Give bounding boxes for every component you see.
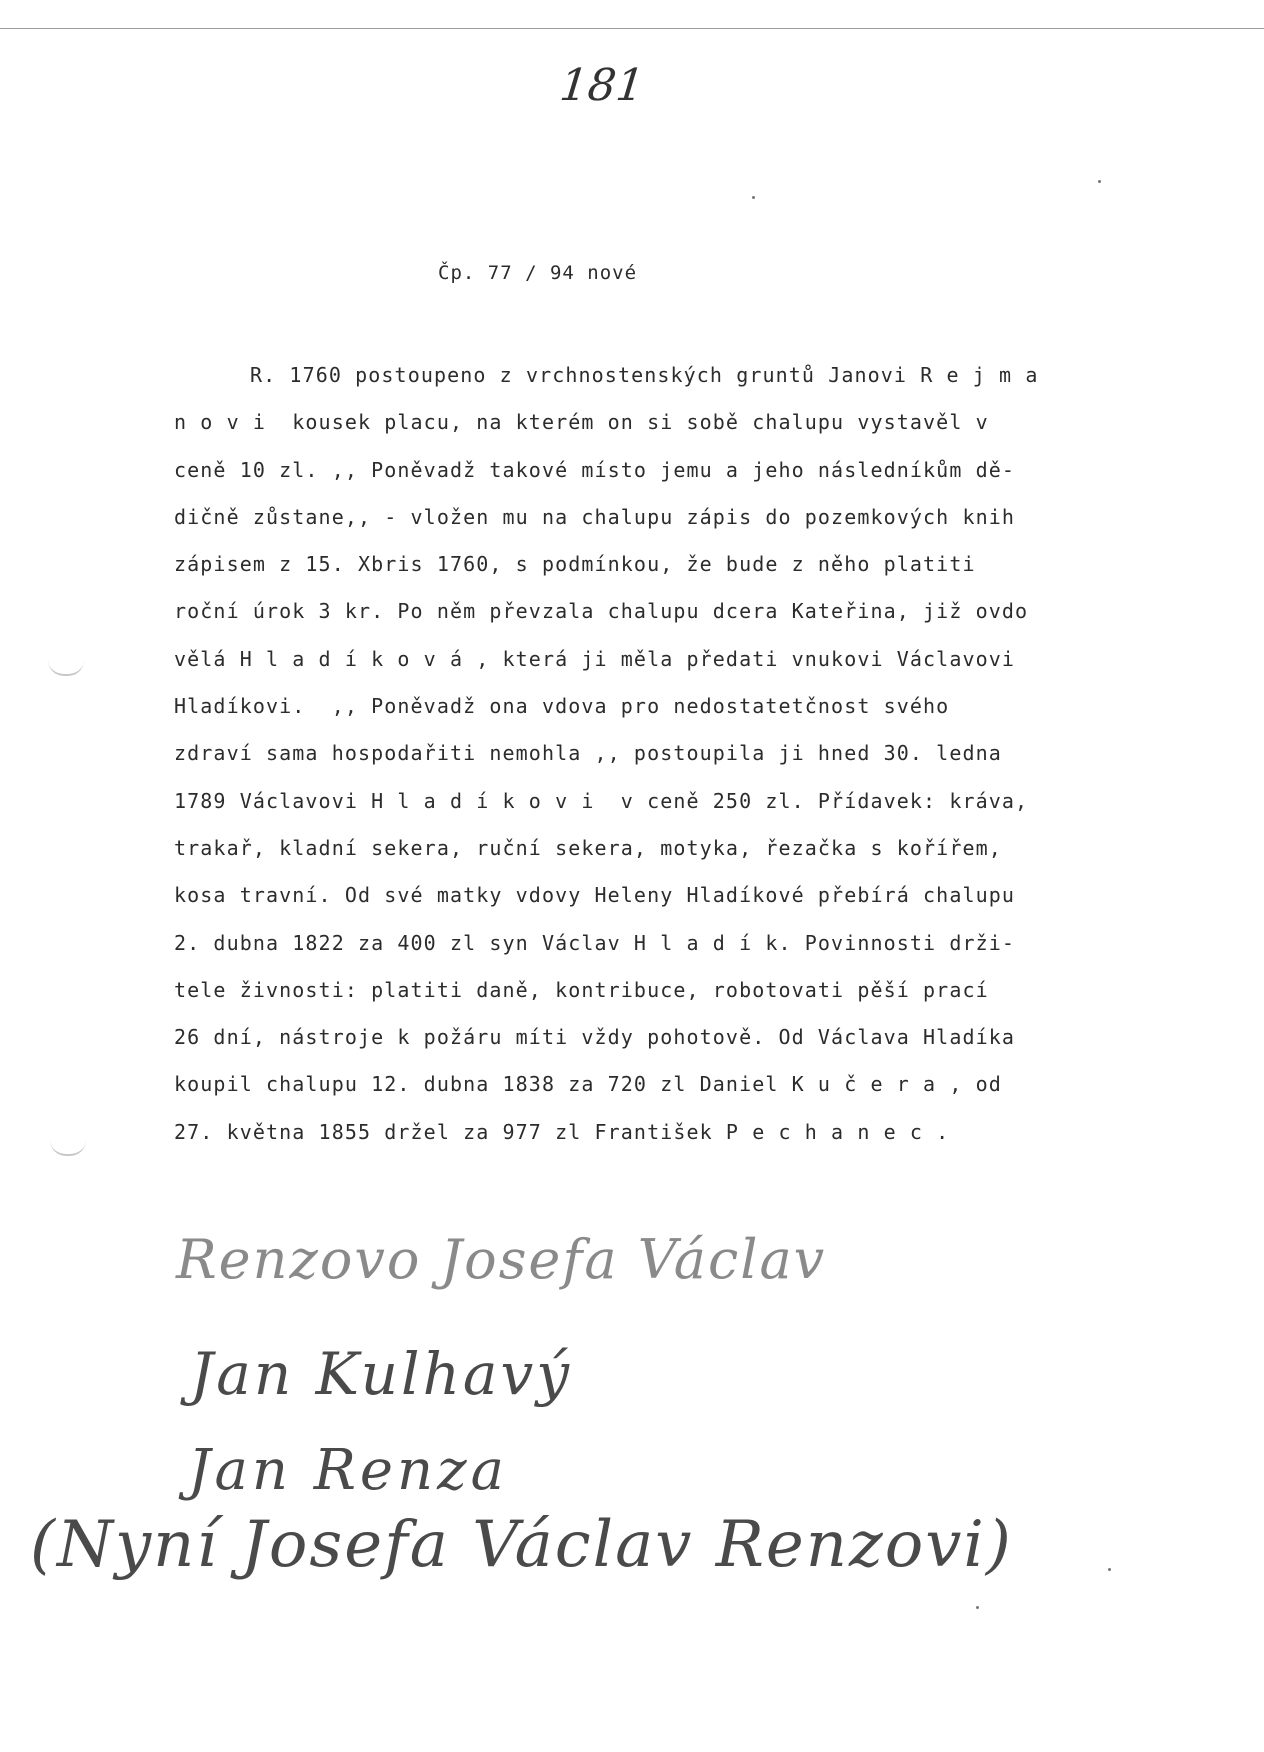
punch-hole-mark — [50, 1140, 86, 1156]
handwritten-note: Jan Kulhavý — [190, 1340, 573, 1408]
body-line: Hladíkovi. ,, Poněvadž ona vdova pro nedostatetčnost svého — [174, 694, 950, 719]
paper-speck — [1098, 180, 1101, 183]
body-line: 1789 Václavovi H l a d í k o v i v ceně 250 zl. Přídavek: kráva, — [174, 788, 1029, 813]
body-line: zápisem z 15. Xbris 1760, s podmínkou, že bude z něho platiti — [174, 552, 976, 577]
body-line: trakař, kladní sekera, ruční sekera, motyka, řezačka s kořířem, — [174, 835, 1002, 860]
body-line: tele živnosti: platiti daně, kontribuce, robotovati pěší prací — [174, 977, 989, 1002]
paper-speck — [1108, 1568, 1111, 1571]
page-top-edge — [0, 28, 1264, 29]
typed-body-text — [174, 360, 1158, 1164]
body-line: ceně 10 zl. ,, Poněvadž takové místo jemu a jeho následníkům dě- — [174, 457, 1016, 482]
body-line: dičně zůstane,, - vložen mu na chalupu zápis do pozemkových knih — [174, 504, 1016, 529]
body-line: kosa travní. Od své matky vdovy Heleny Hladíkové přebírá chalupu — [174, 883, 1016, 908]
body-line: 2. dubna 1822 za 400 zl syn Václav H l a d í k. Povinnosti drži- — [174, 930, 1016, 955]
body-line: roční úrok 3 kr. Po něm převzala chalupu dcera Kateřina, již ovdo — [174, 599, 1029, 624]
punch-hole-mark — [48, 660, 84, 676]
body-line: vělá H l a d í k o v á , která ji měla předati vnukovi Václavovi — [174, 646, 1016, 671]
body-line: 27. května 1855 držel za 977 zl František P e c h a n e c . — [174, 1119, 950, 1144]
paper-speck — [976, 1606, 979, 1609]
handwritten-note: Jan Renza — [188, 1438, 508, 1503]
handwritten-page-number: 181 — [557, 60, 647, 111]
handwritten-note: (Nyní Josefa Václav Renzovi) — [30, 1508, 1013, 1582]
body-line: n o v i kousek placu, na kterém on si sobě chalupu vystavěl v — [174, 410, 989, 435]
body-line: zdraví sama hospodařiti nemohla ,, postoupila ji hned 30. ledna — [174, 741, 1002, 766]
body-line: koupil chalupu 12. dubna 1838 za 720 zl Daniel K u č e r a , od — [174, 1072, 1002, 1097]
body-line: R. 1760 postoupeno z vrchnostenských gruntů Janovi R e j m a — [250, 363, 1039, 387]
handwritten-note-faint: Renzovo Josefa Václav — [176, 1228, 827, 1291]
paper-speck — [752, 196, 755, 199]
body-line: 26 dní, nástroje k požáru míti vždy pohotově. Od Václava Hladíka — [174, 1025, 1016, 1050]
document-heading: Čp. 77 / 94 nové — [438, 262, 638, 284]
